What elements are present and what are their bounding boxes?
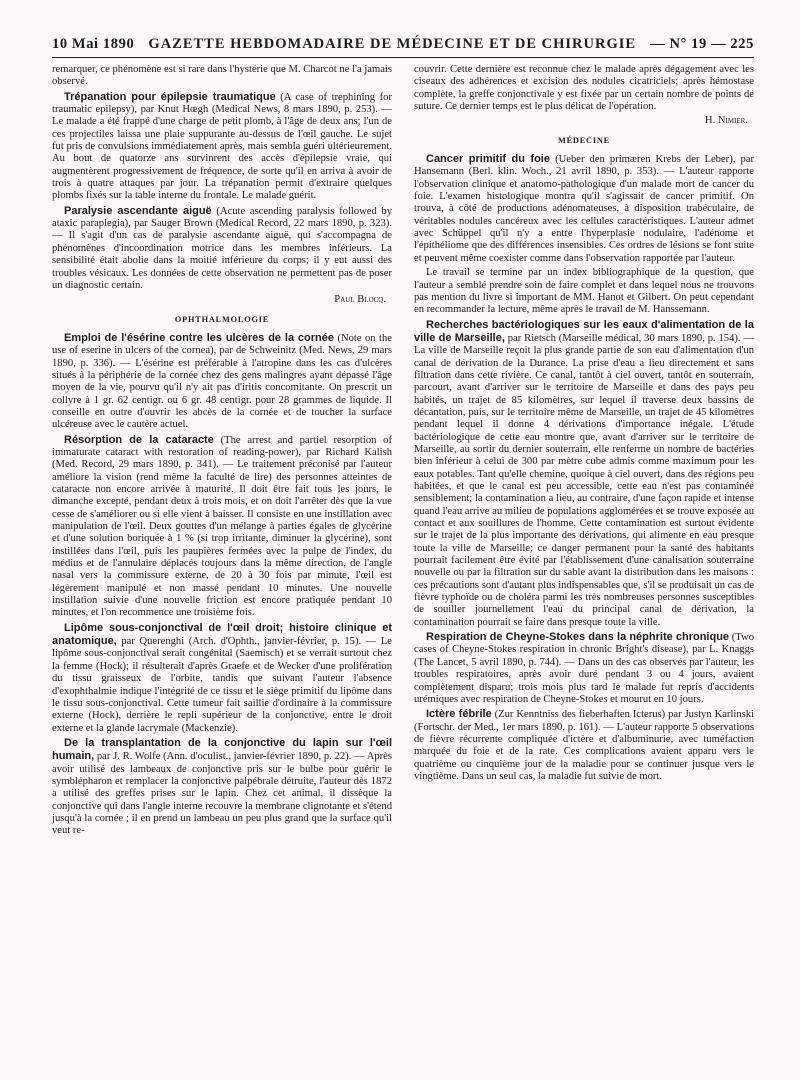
right-column [414,64,754,840]
article-title: Trépanation pour épilepsie traumatique [64,90,276,103]
journal-title: GAZETTE HEBDOMADAIRE DE MÉDECINE ET DE CHIRURGIE [148,36,637,52]
article-title: Résorption de la cataracte [64,433,214,446]
article-body: (The arrest and partiel resorption of immaturate cataract with restoration of reading-power), par Richard Kalish (Med. Record, 29 mars 1890, p. 341). — Le traitement préconisé par l'auteur améliore la vision (rend même la faculté de lire) des personnes atteintes de cataracte non encore arrivée à maturité. Il doit être fait tous les jours, le dimanche excepté, pendant deux à trois mois, et on doit l'arrêter dès que la vue cesse de s'améliorer ou si elle vient à baisser. Il consiste en une instillation avec manipulation de l'œil. Deux gouttes d'un mélange à parties égales de glycérine et d'une solution boriquée à 1 % (si trop irritante, diminuer la glycérine), sont instillées dans l'œil, puis les paupières fermées avec la pulpe de l'index, du médius et de l'annulaire déplacés toujours dans la même direction, de l'angle nasal vers la commissure externe, de 20 à 30 fois par minute, l'œil est légèrement manipulé et non massé pendant 10 minutes. [52,434,392,594]
article-body: (Zur Kenntniss des fieberhaften Icterus) par Justyn Karlinski (Fortschr. der Med., 1er mars 1890, p. 161). — L'auteur rapporte 5 observations de fièvre récurrente compliquée d'ictère et d'albuminurie, avec tuméfaction marquée du foie et de la rate. Ces complications avaient apparu vers le quatrième ou cinquième jour de la maladie pour se continuer jusque vers le vingtième. Dans un seul cas, la maladie fut suivie de mort. [414,709,754,782]
article-body: par Querenghi (Arch. d'Ophth., janvier-février, p. 15). — Le lipôme sous-conjonctival serait congénital (Saemisch) et se verrait surtout chez la femme (Hock); il résulterait d'après Graefe et de Wecker d'une prolifération du tissu graisseux de l'orbite, tandis que suivant l'auteur l'absence d'exophthalmie indique l'intégrité de ce tissu et le siège primitif du lipôme dans le tissu sous-conjonctival. Cette tumeur fait saillie d'ordinaire à la commissure externe (Hock), derrière le repli supérieur de la conjonctive, entre le droit externe et la glande lacrymale (Mackenzie). [52,636,392,734]
issue-date: 10 Mai 1890 [52,36,135,52]
article-title: De la transplantation de la conjonctive du lapin sur l'œil humain, [52,736,392,763]
article-paragraph: Le travail se termine par un index bibliographique de la question, que l'auteur a semblé prendre soin de faire complet et dans lequel nous ne trouvons pas mention du livre si important de MM. Hanot et Gilbert. On peut cependant en recommander la lecture, même après le travail de M. Hanssemann. [414,267,754,316]
section-heading-ophthalmologie: OPHTHALMOLOGIE [174,314,270,324]
article-lipome [52,622,392,735]
article-body: (A case of trephining for traumatic epilepsy), par Knut Hœgh (Medical News, 8 mars 1890, p. 253). — Le malade a été frappé d'une charge de petit plomb, à l'âge de deux ans; l'un de ces projectiles laissa une plaie suppurante au-dessus de l'œil gauche. Le sujet fut pris de convulsions immédiatement après, mais sembla guéri ultérieurement. Au bout de quatorze ans survinrent des accès d'épilepsie vraie, qui augmentèrent progressivement de fréquence, de sorte qu'il en arriva à avoir de trois à quatre attaques par jour. La trépanation permit d'extraire quelques plombs fixés sur la table interne du frontale. Le malade guérit. [52,91,393,202]
article-trepanation [52,91,392,203]
article-paralysie [52,205,392,292]
article-cheyne-stokes [414,631,754,706]
continuation-text: remarquer, ce phénomène est si rare dans l'hystérie que M. Charcot ne l'a jamais observé. [52,64,392,88]
author-signature: Paul Blocq. [334,294,386,306]
article-body: par J. R. Wolfe (Ann. d'oculist., janvier-février 1890, p. 22). — Après avoir utilisé des lambeaux de conjonctive pris sur le bulbe pour guérir le symblépharon et remplacer la conjonctive palpébrale détruite, l'auteur dès 1872 a utilisé des greffes prises sur le lapin. Chez cet animal, il dissèque la conjonctive qui dans l'angle interne recouvre la membrane clignotante et s'étend jusqu'à la cornée ; il en prend un lambeau un peu plus grand que la surface qu'il veut re- [52,751,392,837]
page-header [52,36,754,58]
article-eserine [52,332,392,432]
author-signature: H. Nimier. [704,115,748,127]
article-body: (Note on the use of eserine in ulcers of the cornea), par de Schweinitz (Med. News, 29 mars 1890, p. 336). — L'ésérine est préférable à l'atropine dans les cas d'ulcères situés à la périphérie de la cornée chez des gens malingres ayant dépassé l'âge moyen de la vie, pourvu qu'il n'y ait pas d'iritis concomitante. On prescrit un collyre à 1 gr. 62 centigr. ou 6 gr. 48 centigr. pour 28 grammes de liquide. Il conseille en outre d'ouvrir les abcès de la cornée et de toucher la surface ulcéreuse avec le cautère actuel. [52,332,392,431]
article-body: (Ueber den primæren Krebs der Leber), par Hansemann (Berl. klin. Woch., 21 avril 1890, p. 353). — L'auteur rapporte l'observation clinique et anatomo-pathologique d'un malade mort de cancer du foie. L'examen histologique montra qu'il s'agissait de cancer primitif. On trouva, à côté de productions adénomateuses, à disposition trabéculaire, de véritables nodules cancéreux avec les cellules caractéristiques. L'auteur admet avec Schüppel qu'il n'y a entre l'hyperplasie nodulaire, l'adénome et l'épithéliome que des différences insensibles. Ces ordres de lésions se font suite et peuvent même coexister comme dans l'observation rapportée par l'auteur. [414,154,754,264]
article-body: (Acute ascending paralysis followed by ataxic paraplegia), par Sauger Brown (Medical Record, 22 mars 1890, p. 323). — Il s'agit d'un cas de paralysie ascendante aiguë, qui s'accompagna de phénomènes d'incoordination motrice dans les membres inférieurs. La sensibilité était abolie dans la moitié inférieure du corps; il y eut aussi des troubles vésicaux. Les données de cette observation ne permettent pas de poser un diagnostic certain. [52,205,393,291]
article-title: Respiration de Cheyne-Stokes dans la néphrite chronique [426,631,730,644]
section-heading-medecine: MÉDECINE [557,135,611,145]
article-cataracte [52,434,392,620]
article-title: Ictère fébrile [426,708,492,721]
article-title: Emploi de l'ésérine contre les ulcères de la cornée [64,331,334,344]
article-ictere [414,708,754,783]
continuation-text: couvrir. Cette dernière est reconnue chez le malade après dégagement avec les ciseaux des adhérences et excision des nodules cicatriciels; après hémostase complète, la greffe conjonctivale y est fixée par un certain nombre de points de suture. Ce dernier temps est le plus délicat de l'opération. [414,64,754,113]
issue-page-number: — N° 19 — 225 [650,36,754,52]
article-title: Cancer primitif du foie [426,153,550,166]
article-body: par Rietsch (Marseille médical, 30 mars 1890, p. 154). — La ville de Marseille reçoit la plus grande partie de son eau d'alimentation d'un canal de dérivation de la Durance. La prise d'eau a lieu directement et sans filtration dans cette rivière. Ce canal, tantôt à ciel ouvert, tantôt en souterrain, parcourt, avant d'arriver sur le territoire de Marseille et dans des pays peu habités, un trajet de 85 kilomètres, sur lequel il traverse deux bassins de décantation, puis, sur le territoire même de Marseille, un trajet de 45 kilomètres pendant lequel il donne 4 dérivations d'importance inégale. L'étude bactériologique de cette eau montre que, avant d'arriver sur le territoire de Marseille, au sortir du dernier souterrain, elle renferme un nombre de bactéries bien inférieur à celui de 300 par mètre cube admis comme maximum pour les eaux potables. Tant qu'elle chemine, quoique à ciel ouvert, dans des régions peu habitées, et que le canal est peu accessible, cette eau n'est pas contaminée sensiblement; la contamination a lieu, au contraire, d'une façon rapide et intense quand l'eau arrive au milieu de populations agglomérées et se trouve exposée au contact et aux souillures de l'homme. Cette contamination est surtout évidente sur le trajet de la plus importante des dérivations, qui alimente en eau presque toute la ville de Marseille; ce danger permanent pour la santé des habitants pourrait facilement être évité par l'établissement d'une canalisation souterraine nouvelle ou par la filtration sur du sable avant la distribution dans les maisons : ces précautions sont d'autant plus indispensables que, s'il se produisait un cas de fièvre typhoïde ou de choléra parmi les très nombreuses personnes susceptibles de souiller journellement l'eau du principal canal de dérivation, la contamination pourrait se faire dans presque toute la ville. [414,332,754,628]
article-body-continued: Une nouvelle instillation suivie d'une nouvelle friction est encore pratiquée pendant 10 minutes, et l'on recommence une troisième fois. [52,582,393,619]
article-body: (Two cases of Cheyne-Stokes respiration in chronic Bright's disease), par L. Knaggs (The Lancet, 5 avril 1890, p. 744). — Dans un des cas observés par l'auteur, les troubles respiratoires, après avoir duré pendant 3 ou 4 jours, avaient complètement disparu; trois mois plus tard le malade fut repris d'accidents urémiques avec respiration de Cheyne-Stokes et mourut en 10 jours. [414,632,754,705]
article-eaux-marseille [414,319,754,630]
article-cancer-foie [414,153,754,265]
article-title: Recherches bactériologiques sur les eaux d'alimentation de la ville de Marseille, [414,318,754,344]
left-column [52,64,392,840]
article-title: Lipôme sous-conjonctival de l'œil droit; histoire clinique et anatomique, [52,621,392,648]
article-transplantation [52,737,392,838]
article-title: Paralysie ascendante aiguë [64,204,212,217]
